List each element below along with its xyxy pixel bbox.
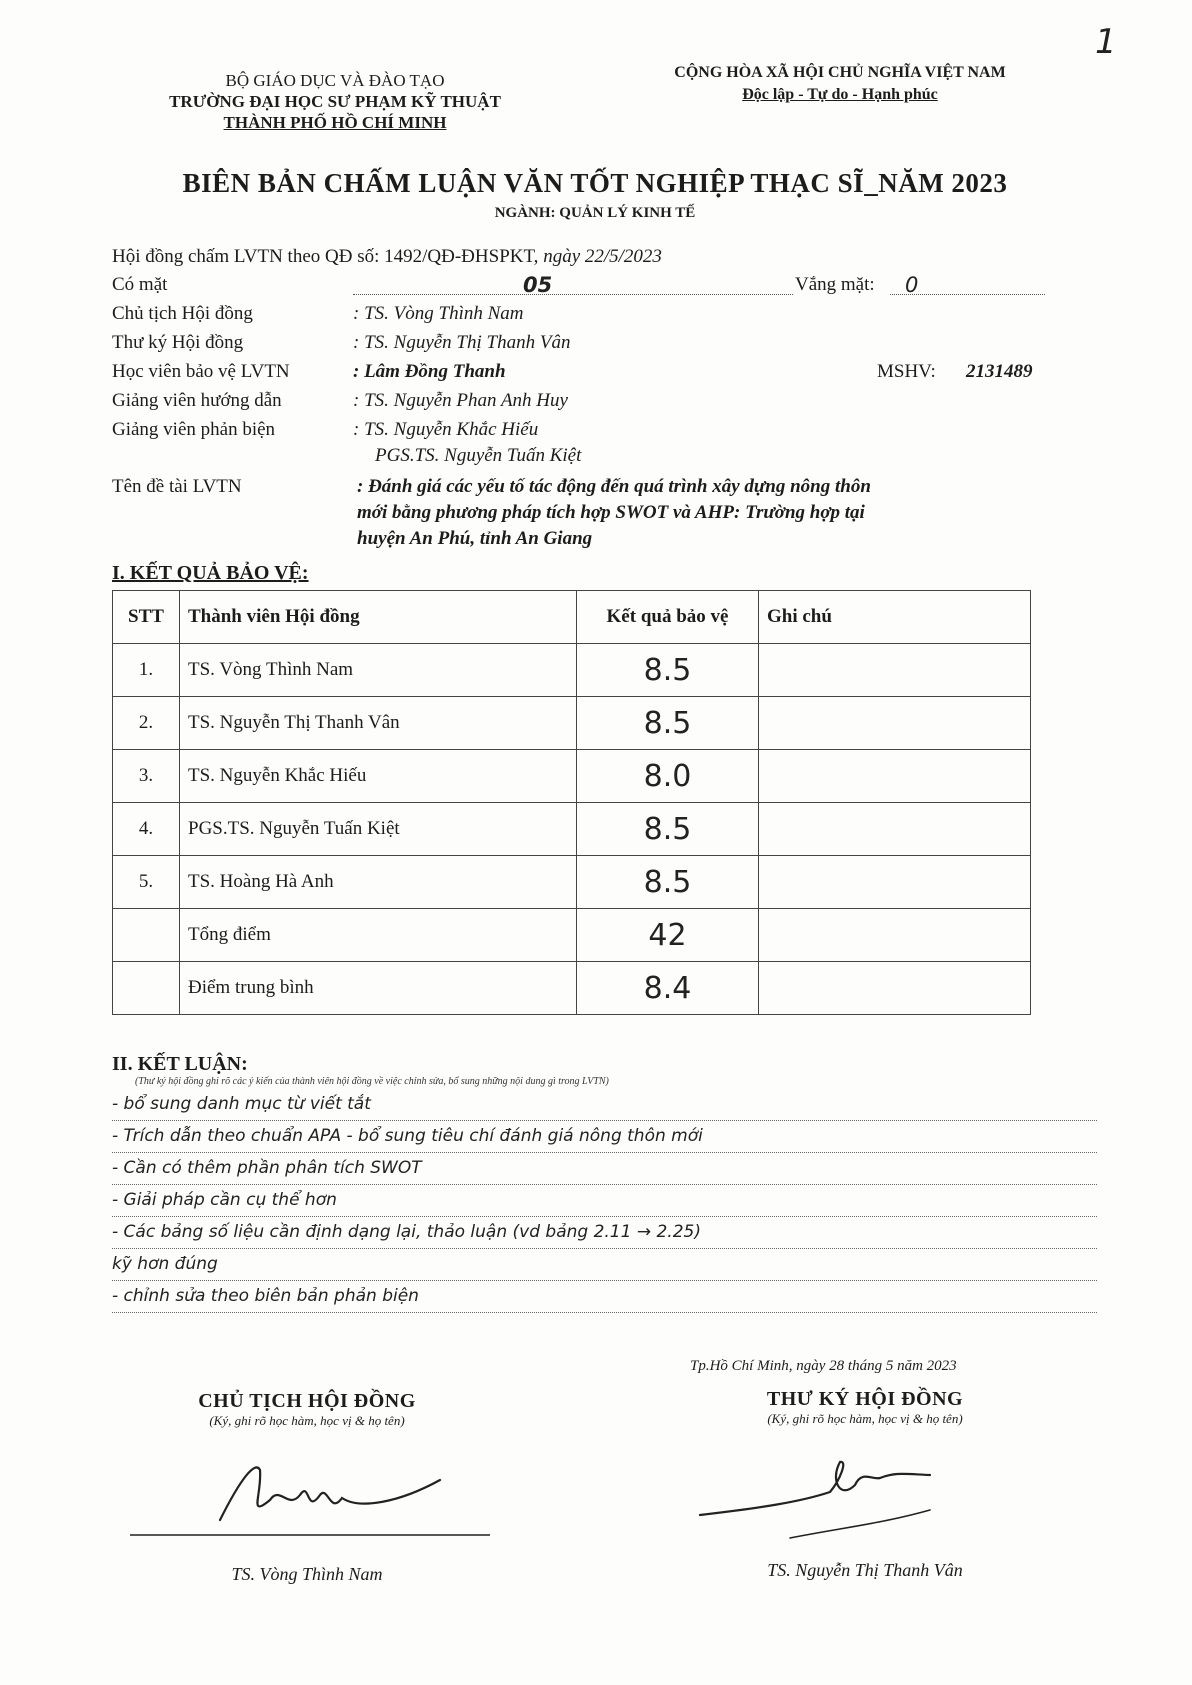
conclusion-line: - bổ sung danh mục từ viết tắt: [112, 1094, 1097, 1121]
conclusion-line: - Trích dẫn theo chuẩn APA - bổ sung tiêu chí đánh giá nông thôn mới: [112, 1126, 1097, 1153]
row-score: 8.5: [577, 697, 759, 750]
university-city: THÀNH PHỐ HỒ CHÍ MINH: [223, 113, 447, 132]
decision-date: ngày 22/5/2023: [543, 246, 662, 267]
topic-row: [0, 474, 1192, 558]
total-note: [759, 909, 1031, 962]
chair-row: [0, 301, 1192, 327]
country-name: CỘNG HÒA XÃ HỘI CHỦ NGHĨA VIỆT NAM: [674, 64, 1006, 81]
decision-line: [112, 244, 1092, 270]
row-note: [759, 697, 1031, 750]
grades-table: [112, 590, 1031, 1015]
total-row: [113, 909, 1031, 962]
row-stt: 4.: [113, 803, 180, 856]
row-stt: 5.: [113, 856, 180, 909]
reviewer-row: [0, 417, 1192, 443]
total-label: Tổng điểm: [180, 909, 577, 962]
student-value: : Lâm Đồng Thanh: [353, 361, 506, 382]
university-name: TRƯỜNG ĐẠI HỌC SƯ PHẠM KỸ THUẬT: [169, 92, 501, 111]
header-stt: STT: [113, 591, 180, 644]
row-score: 8.5: [577, 856, 759, 909]
topic-value: [357, 474, 1097, 552]
table-header-row: [113, 591, 1031, 644]
row-stt: 3.: [113, 750, 180, 803]
row-member-name: TS. Nguyễn Thị Thanh Vân: [180, 697, 577, 750]
topic-line-2: mới bằng phương pháp tích hợp SWOT và AHP: Trường hợp tại: [357, 502, 865, 523]
conclusion-line: - chỉnh sửa theo biên bản phản biện: [112, 1286, 1097, 1313]
absent-value: 0: [905, 273, 919, 297]
reviewer-2-value: PGS.TS. Nguyễn Tuấn Kiệt: [375, 445, 582, 466]
chair-label: Chủ tịch Hội đồng: [112, 303, 253, 324]
reviewer-label: Giảng viên phản biện: [112, 419, 276, 440]
table-row: [113, 803, 1031, 856]
chair-sign-sub: (Ký, ghi rõ học hàm, học vị & họ tên): [209, 1413, 405, 1428]
row-stt: 2.: [113, 697, 180, 750]
average-stt: [113, 962, 180, 1015]
section1-title: I. KẾT QUẢ BẢO VỆ:: [112, 562, 309, 584]
row-member-name: TS. Vòng Thình Nam: [180, 644, 577, 697]
secretary-row: [0, 330, 1192, 356]
total-stt: [113, 909, 180, 962]
page-number: 1: [1095, 22, 1117, 62]
header-member: Thành viên Hội đồng: [180, 591, 577, 644]
sign-date: Tp.Hồ Chí Minh, ngày 28 tháng 5 năm 2023: [690, 1358, 957, 1374]
chair-sign-block: [112, 1390, 502, 1429]
header-right: [590, 62, 1090, 106]
secretary-sign-sub: (Ký, ghi rõ học hàm, học vị & họ tên): [767, 1411, 963, 1426]
student-label: Học viên bảo vệ LVTN: [112, 361, 290, 382]
section2-title: II. KẾT LUẬN:: [112, 1053, 248, 1075]
document-title: BIÊN BẢN CHẤM LUẬN VĂN TỐT NGHIỆP THẠC SĨ_NĂM 2023: [182, 168, 1008, 198]
total-score: 42: [577, 909, 759, 962]
major-line: NGÀNH: QUẢN LÝ KINH TẾ: [494, 205, 696, 221]
row-stt: 1.: [113, 644, 180, 697]
secretary-value: : TS. Nguyễn Thị Thanh Vân: [353, 332, 571, 353]
secretary-sign-block: [660, 1388, 1070, 1427]
secretary-label: Thư ký Hội đồng: [112, 332, 244, 353]
conclusion-line: - Các bảng số liệu cần định dạng lại, thảo luận (vd bảng 2.11 → 2.25): [112, 1222, 1097, 1249]
section2-note: (Thư ký hội đồng ghi rõ các ý kiến của thành viên hội đồng về việc chỉnh sửa, bổ sung những nội dung gì trong LVTN): [135, 1076, 609, 1087]
advisor-value: : TS. Nguyễn Phan Anh Huy: [353, 390, 568, 411]
row-member-name: TS. Hoàng Hà Anh: [180, 856, 577, 909]
national-motto: Độc lập - Tự do - Hạnh phúc: [742, 86, 938, 103]
chair-signature: [130, 1440, 490, 1550]
average-row: [113, 962, 1031, 1015]
row-score: 8.0: [577, 750, 759, 803]
topic-line-3: huyện An Phú, tỉnh An Giang: [357, 528, 593, 549]
row-note: [759, 644, 1031, 697]
advisor-label: Giảng viên hướng dẫn: [112, 390, 282, 411]
average-note: [759, 962, 1031, 1015]
table-row: [113, 750, 1031, 803]
table-row: [113, 697, 1031, 750]
row-note: [759, 856, 1031, 909]
conclusion-line: kỹ hơn đúng: [112, 1254, 1097, 1281]
secretary-sign-name: TS. Nguyễn Thị Thanh Vân: [767, 1560, 963, 1580]
topic-line-1: : Đánh giá các yếu tố tác động đến quá trình xây dựng nông thôn: [357, 476, 871, 497]
header-result: Kết quả bảo vệ: [577, 591, 759, 644]
secretary-sign-title: THƯ KÝ HỘI ĐỒNG: [766, 1388, 964, 1410]
conclusion-line: - Giải pháp cần cụ thể hơn: [112, 1190, 1097, 1217]
row-score: 8.5: [577, 644, 759, 697]
conclusion-line: - Cần có thêm phần phân tích SWOT: [112, 1158, 1097, 1185]
row-note: [759, 803, 1031, 856]
header-left: [100, 70, 570, 133]
chair-value: : TS. Vòng Thình Nam: [353, 303, 524, 324]
attendance-row: [0, 272, 1192, 298]
row-member-name: TS. Nguyễn Khắc Hiếu: [180, 750, 577, 803]
ministry-name: BỘ GIÁO DỤC VÀ ĐÀO TẠO: [225, 71, 445, 90]
row-member-name: PGS.TS. Nguyễn Tuấn Kiệt: [180, 803, 577, 856]
reviewer-1-value: : TS. Nguyễn Khắc Hiếu: [353, 419, 539, 440]
average-score: 8.4: [577, 962, 759, 1015]
table-row: [113, 644, 1031, 697]
present-label: Có mặt: [112, 274, 168, 295]
absent-label: Vắng mặt:: [795, 274, 875, 295]
present-value: 05: [523, 273, 553, 297]
student-id-label: MSHV:: [877, 361, 936, 382]
student-row: [0, 359, 1192, 385]
secretary-signature: [690, 1440, 1050, 1550]
chair-sign-name: TS. Vòng Thình Nam: [231, 1564, 383, 1584]
header-note: Ghi chú: [759, 591, 1031, 644]
row-note: [759, 750, 1031, 803]
chair-sign-title: CHỦ TỊCH HỘI ĐỒNG: [198, 1390, 416, 1412]
row-score: 8.5: [577, 803, 759, 856]
decision-text: Hội đồng chấm LVTN theo QĐ số: 1492/QĐ-ĐHSPKT,: [112, 246, 539, 267]
advisor-row: [0, 388, 1192, 414]
topic-label: Tên đề tài LVTN: [112, 476, 242, 497]
reviewer-2-row: [0, 443, 1192, 469]
average-label: Điểm trung bình: [180, 962, 577, 1015]
table-row: [113, 856, 1031, 909]
present-dots: [353, 282, 793, 295]
student-id-value: 2131489: [966, 361, 1033, 382]
